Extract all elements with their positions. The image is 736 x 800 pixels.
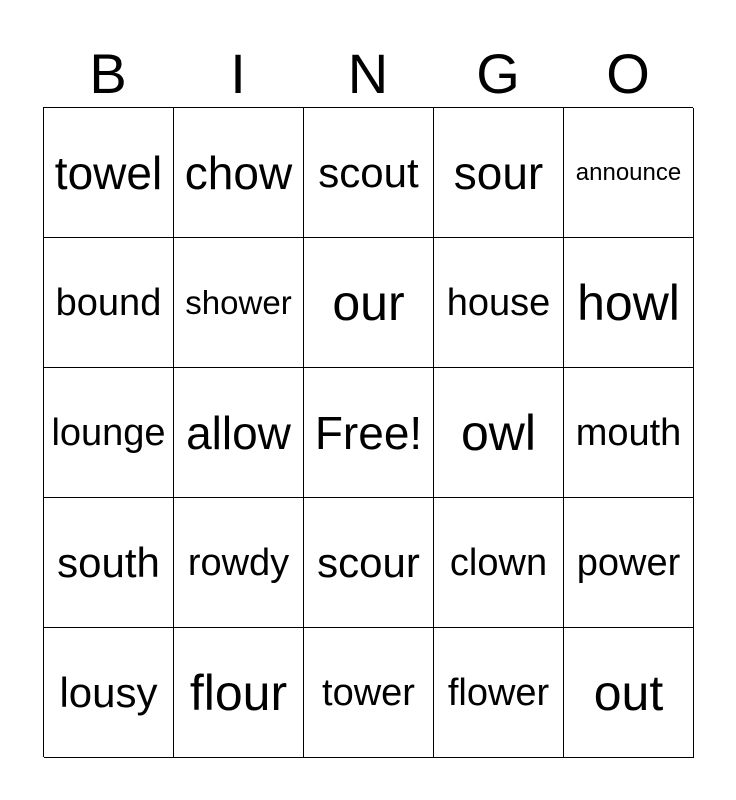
bingo-cell[interactable]: south bbox=[44, 498, 174, 628]
bingo-cell[interactable]: clown bbox=[434, 498, 564, 628]
bingo-cell[interactable]: power bbox=[564, 498, 694, 628]
bingo-cell[interactable]: owl bbox=[434, 368, 564, 498]
header-letter-o: O bbox=[606, 42, 650, 105]
bingo-cell[interactable]: allow bbox=[174, 368, 304, 498]
header-letter-n: N bbox=[347, 42, 389, 105]
bingo-cell[interactable]: house bbox=[434, 238, 564, 368]
bingo-cell[interactable]: bound bbox=[44, 238, 174, 368]
bingo-board bbox=[43, 107, 693, 757]
bingo-cell[interactable]: lousy bbox=[44, 628, 174, 758]
bingo-cell[interactable]: scour bbox=[304, 498, 434, 628]
bingo-cell[interactable]: tower bbox=[304, 628, 434, 758]
bingo-cell[interactable]: lounge bbox=[44, 368, 174, 498]
bingo-cell[interactable]: mouth bbox=[564, 368, 694, 498]
header-letter-i: I bbox=[230, 42, 246, 105]
bingo-cell[interactable]: announce bbox=[564, 108, 694, 238]
header-letter-g: G bbox=[476, 42, 520, 105]
header-letter-b: B bbox=[89, 42, 127, 105]
bingo-cell[interactable]: chow bbox=[174, 108, 304, 238]
bingo-cell[interactable]: our bbox=[304, 238, 434, 368]
bingo-cell[interactable]: sour bbox=[434, 108, 564, 238]
bingo-cell[interactable]: scout bbox=[304, 108, 434, 238]
bingo-cell[interactable]: flour bbox=[174, 628, 304, 758]
bingo-cell[interactable]: out bbox=[564, 628, 694, 758]
bingo-cell[interactable]: howl bbox=[564, 238, 694, 368]
bingo-free-cell[interactable]: Free! bbox=[304, 368, 434, 498]
bingo-cell[interactable]: towel bbox=[44, 108, 174, 238]
bingo-cell[interactable]: shower bbox=[174, 238, 304, 368]
bingo-cell[interactable]: rowdy bbox=[174, 498, 304, 628]
bingo-cell[interactable]: flower bbox=[434, 628, 564, 758]
bingo-header bbox=[43, 42, 693, 106]
